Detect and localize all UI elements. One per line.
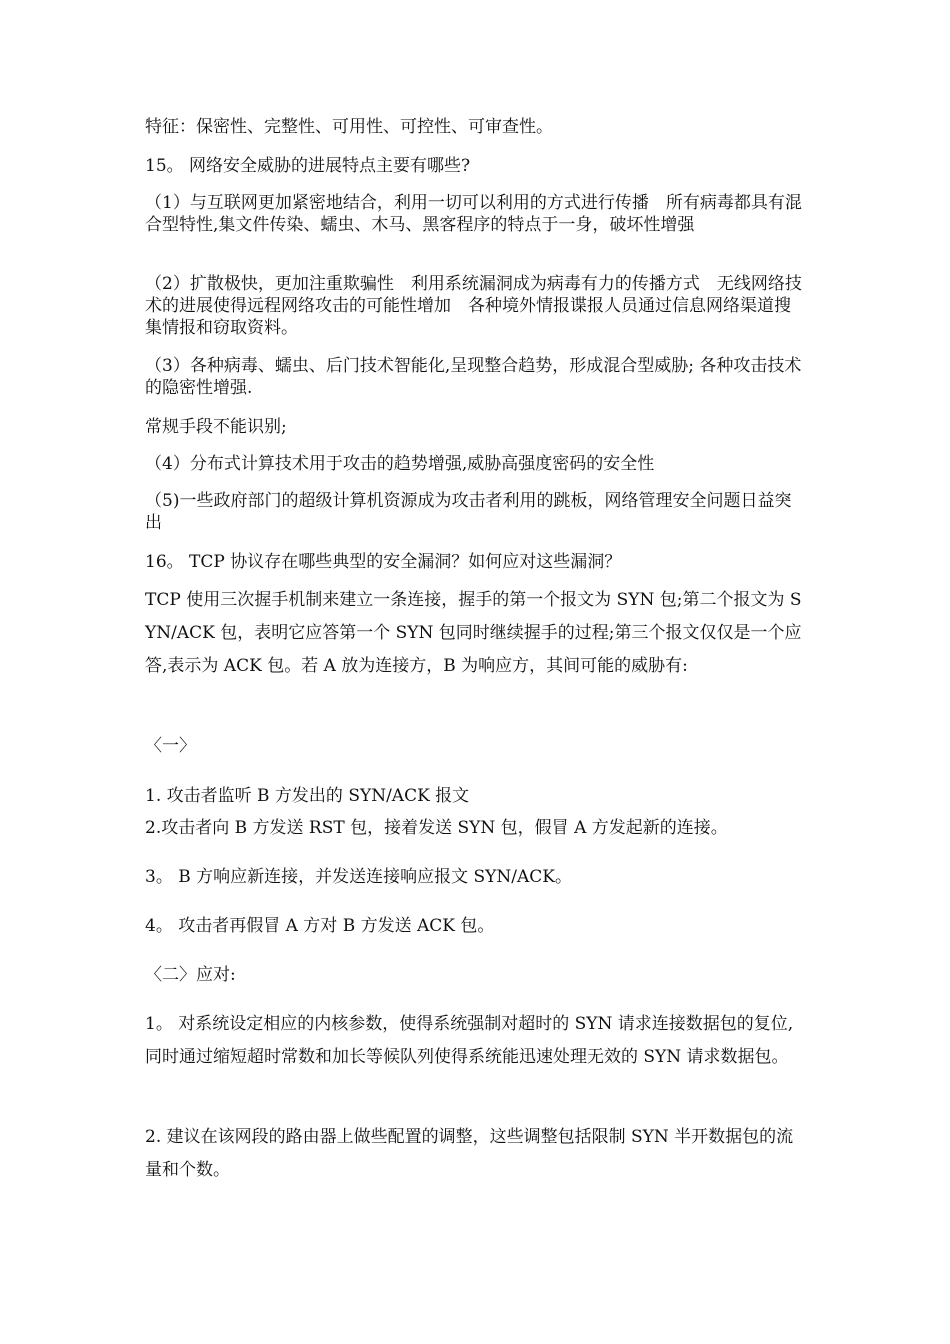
threat-step-4: 4。 攻击者再假冒 A 方对 B 方发送 ACK 包。 [145,916,495,936]
part-two-heading: 〈二〉应对: [145,965,236,985]
q15-answer-2: （2）扩散极快，更加注重欺骗性 利用系统漏洞成为病毒有力的传播方式 无线网络技术的进展使得远程网络攻击的可能性增加 各种境外情报谍报人员通过信息网络渠道搜集情报和窃取资料。 [145,274,802,338]
question-16-heading: 16。 TCP 协议存在哪些典型的安全漏洞？如何应对这些漏洞？ [145,552,622,572]
features-line: 特征：保密性、完整性、可用性、可控性、可审查性。 [145,117,553,137]
response-2: 2. 建议在该网段的路由器上做些配置的调整，这些调整包括限制 SYN 半开数据包的流量和个数。 [145,1127,794,1180]
question-15-heading: 15。 网络安全威胁的进展特点主要有哪些? [145,156,471,176]
q15-answer-4: （4）分布式计算技术用于攻击的趋势增强,威胁高强度密码的安全性 [145,454,655,474]
q15-answer-3-continued: 常规手段不能识别; [145,417,287,437]
threat-step-3: 3。 B 方响应新连接，并发送连接响应报文 SYN/ACK。 [145,867,572,887]
q15-answer-3: （3）各种病毒、蠕虫、后门技术智能化,呈现整合趋势，形成混合型威胁; 各种攻击技术的隐密性增强. [145,356,802,398]
threat-step-2: 2.攻击者向 B 方发送 RST 包，接着发送 SYN 包，假冒 A 方发起新的连接。 [145,818,728,838]
part-one-heading: 〈一〉 [145,736,196,756]
response-1: 1。 对系统设定相应的内核参数，使得系统强制对超时的 SYN 请求连接数据包的复位,同时通过缩短超时常数和加长等候队列使得系统能迅速处理无效的 SYN 请求数据包。 [145,1014,794,1067]
threat-step-1: 1. 攻击者监听 B 方发出的 SYN/ACK 报文 [145,786,470,806]
q15-answer-1: （1）与互联网更加紧密地结合，利用一切可以利用的方式进行传播 所有病毒都具有混合型特性,集文件传染、蠕虫、木马、黑客程序的特点于一身，破坏性增强 [145,193,802,235]
q16-intro: TCP 使用三次握手机制来建立一条连接，握手的第一个报文为 SYN 包;第二个报文为 SYN/ACK 包，表明它应答第一个 SYN 包同时继续握手的过程;第三个报文仅仅是一个应答,表示为 ACK 包。若 A 放为连接方，B 为响应方，其间可能的威胁有: [145,590,802,676]
q15-answer-5: （5)一些政府部门的超级计算机资源成为攻击者利用的跳板，网络管理安全问题日益突出 [145,491,792,533]
